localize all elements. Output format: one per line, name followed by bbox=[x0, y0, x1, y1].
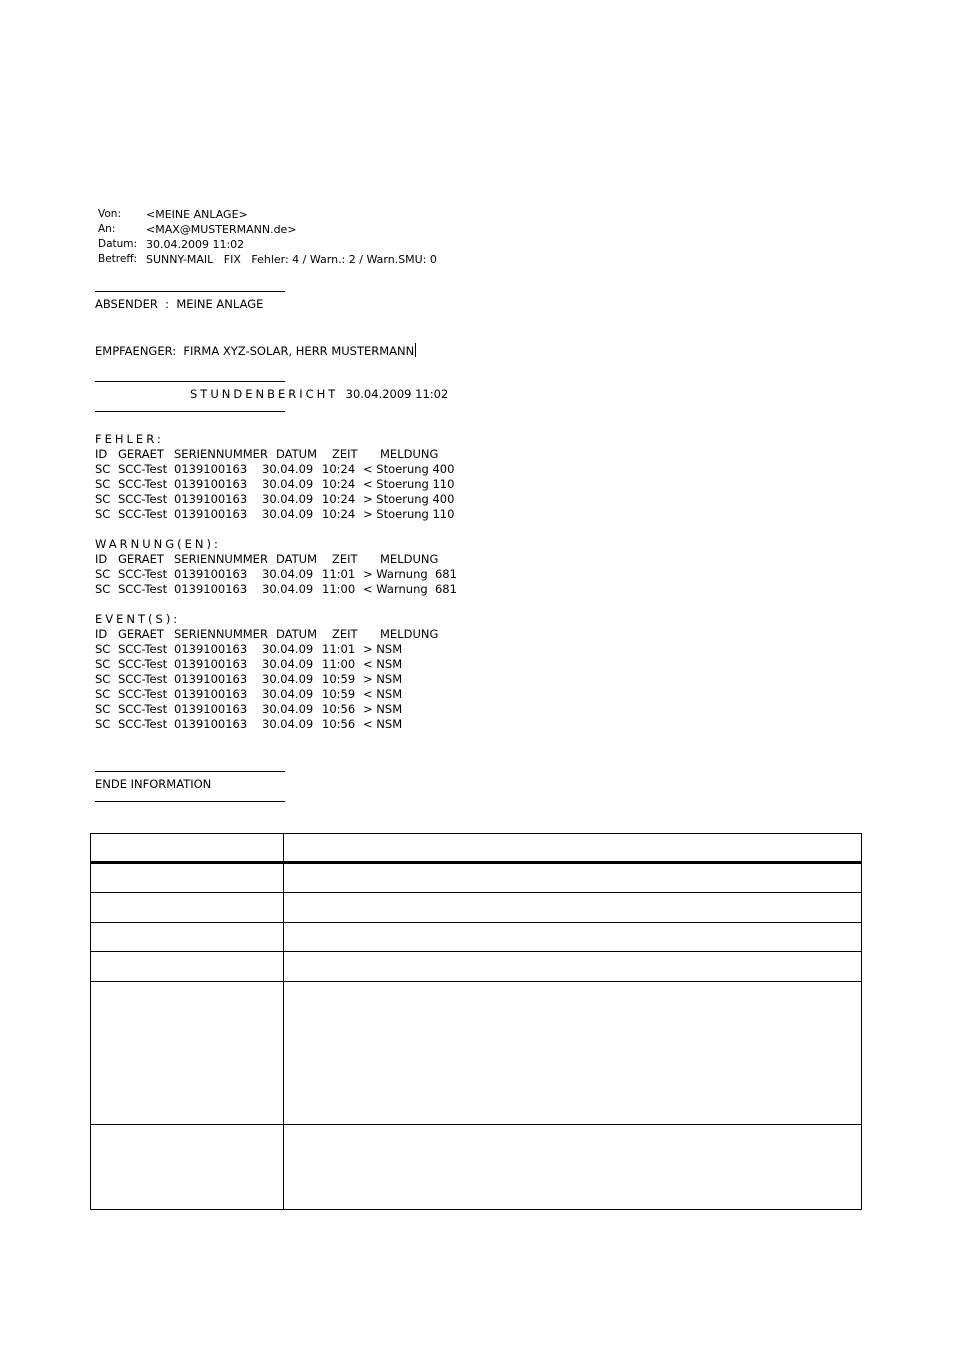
cell-device: SCC-Test bbox=[118, 492, 168, 506]
header-value: <MEINE ANLAGE> bbox=[146, 208, 248, 221]
cell-date: 30.04.09 bbox=[262, 687, 314, 701]
cell-device: SCC-Test bbox=[118, 702, 168, 716]
column-header-message: MELDUNG bbox=[380, 447, 439, 461]
table-row bbox=[95, 702, 495, 717]
table-row bbox=[95, 717, 495, 732]
cell-id: SC bbox=[95, 507, 111, 521]
cell-device: SCC-Test bbox=[118, 717, 168, 731]
cell-message: < NSM bbox=[363, 657, 403, 671]
section-title: FEHLER: bbox=[95, 432, 164, 446]
divider bbox=[95, 801, 285, 802]
cell-time: 11:01 bbox=[322, 642, 356, 656]
column-header-row bbox=[95, 447, 495, 462]
cell-message: < Warnung 681 bbox=[363, 582, 457, 596]
cell-serial: 0139100163 bbox=[174, 507, 248, 521]
cell-serial: 0139100163 bbox=[174, 582, 248, 596]
cell-id: SC bbox=[95, 582, 111, 596]
cell-message: > NSM bbox=[363, 702, 403, 716]
cell-message: < NSM bbox=[363, 717, 403, 731]
column-header-id: ID bbox=[95, 447, 108, 461]
column-header-row bbox=[95, 627, 495, 642]
header-label: An: bbox=[98, 223, 116, 235]
table-row bbox=[95, 672, 495, 687]
column-header-id: ID bbox=[95, 627, 108, 641]
cell-date: 30.04.09 bbox=[262, 462, 314, 476]
cell-date: 30.04.09 bbox=[262, 582, 314, 596]
ende-information: ENDE INFORMATION bbox=[95, 777, 212, 791]
cell-serial: 0139100163 bbox=[174, 567, 248, 581]
cell-id: SC bbox=[95, 462, 111, 476]
header-value: 30.04.2009 11:02 bbox=[146, 238, 245, 251]
table-row-rule bbox=[91, 1124, 861, 1125]
column-header-device: GERAET bbox=[118, 627, 164, 641]
table-row-rule bbox=[91, 951, 861, 952]
cell-time: 10:24 bbox=[322, 507, 356, 521]
table-column-divider bbox=[283, 834, 284, 1209]
cell-message: > NSM bbox=[363, 672, 403, 686]
cell-date: 30.04.09 bbox=[262, 672, 314, 686]
cell-time: 11:00 bbox=[322, 657, 356, 671]
cell-serial: 0139100163 bbox=[174, 462, 248, 476]
cell-serial: 0139100163 bbox=[174, 642, 248, 656]
column-header-date: DATUM bbox=[276, 552, 317, 566]
table-row bbox=[95, 507, 495, 522]
column-header-device: GERAET bbox=[118, 552, 164, 566]
column-header-time: ZEIT bbox=[332, 627, 358, 641]
cell-message: > NSM bbox=[363, 642, 403, 656]
table-header-rule bbox=[91, 861, 861, 864]
column-header-id: ID bbox=[95, 552, 108, 566]
cell-date: 30.04.09 bbox=[262, 492, 314, 506]
cell-time: 11:00 bbox=[322, 582, 356, 596]
report-date: 30.04.2009 11:02 bbox=[345, 387, 449, 401]
divider bbox=[95, 291, 285, 292]
cell-id: SC bbox=[95, 567, 111, 581]
cell-device: SCC-Test bbox=[118, 462, 168, 476]
cell-id: SC bbox=[95, 492, 111, 506]
cell-serial: 0139100163 bbox=[174, 717, 248, 731]
table-row bbox=[95, 657, 495, 672]
cell-serial: 0139100163 bbox=[174, 492, 248, 506]
cell-time: 10:24 bbox=[322, 462, 356, 476]
report-title: STUNDENBERICHT bbox=[190, 387, 339, 401]
cell-serial: 0139100163 bbox=[174, 477, 248, 491]
cell-device: SCC-Test bbox=[118, 582, 168, 596]
cell-time: 10:56 bbox=[322, 702, 356, 716]
table-row-rule bbox=[91, 892, 861, 893]
cell-date: 30.04.09 bbox=[262, 702, 314, 716]
column-header-time: ZEIT bbox=[332, 447, 358, 461]
report-title-line bbox=[190, 387, 448, 402]
cell-time: 10:24 bbox=[322, 492, 356, 506]
header-label: Von: bbox=[98, 208, 121, 220]
cell-id: SC bbox=[95, 477, 111, 491]
cell-id: SC bbox=[95, 672, 111, 686]
cell-time: 10:59 bbox=[322, 672, 356, 686]
cell-serial: 0139100163 bbox=[174, 672, 248, 686]
cell-date: 30.04.09 bbox=[262, 657, 314, 671]
cell-date: 30.04.09 bbox=[262, 642, 314, 656]
column-header-time: ZEIT bbox=[332, 552, 358, 566]
cell-message: < Stoerung 400 bbox=[363, 462, 455, 476]
column-header-serial: SERIENNUMMER bbox=[174, 627, 268, 641]
column-header-message: MELDUNG bbox=[380, 627, 439, 641]
header-value: <MAX@MUSTERMANN.de> bbox=[146, 223, 297, 236]
cell-time: 10:56 bbox=[322, 717, 356, 731]
column-header-serial: SERIENNUMMER bbox=[174, 552, 268, 566]
column-header-date: DATUM bbox=[276, 447, 317, 461]
divider bbox=[95, 771, 285, 772]
table-row bbox=[95, 462, 495, 477]
cell-message: > Stoerung 400 bbox=[363, 492, 455, 506]
cell-serial: 0139100163 bbox=[174, 702, 248, 716]
header-value: SUNNY-MAIL FIX Fehler: 4 / Warn.: 2 / Warn.SMU: 0 bbox=[146, 253, 437, 266]
table-row bbox=[95, 492, 495, 507]
cell-id: SC bbox=[95, 687, 111, 701]
cell-device: SCC-Test bbox=[118, 507, 168, 521]
cell-time: 11:01 bbox=[322, 567, 356, 581]
cell-message: > Warnung 681 bbox=[363, 567, 457, 581]
cell-serial: 0139100163 bbox=[174, 657, 248, 671]
info-table bbox=[90, 833, 862, 1210]
column-header-device: GERAET bbox=[118, 447, 164, 461]
cell-id: SC bbox=[95, 702, 111, 716]
cell-date: 30.04.09 bbox=[262, 717, 314, 731]
cell-date: 30.04.09 bbox=[262, 567, 314, 581]
divider bbox=[95, 411, 285, 412]
cell-id: SC bbox=[95, 642, 111, 656]
empfaenger-text: EMPFAENGER: FIRMA XYZ-SOLAR, HERR MUSTERMANN bbox=[95, 344, 415, 358]
cell-device: SCC-Test bbox=[118, 657, 168, 671]
header-label: Datum: bbox=[98, 238, 138, 250]
header-label: Betreff: bbox=[98, 253, 138, 265]
cell-id: SC bbox=[95, 657, 111, 671]
text-cursor bbox=[415, 343, 416, 357]
cell-device: SCC-Test bbox=[118, 687, 168, 701]
cell-time: 10:59 bbox=[322, 687, 356, 701]
column-header-message: MELDUNG bbox=[380, 552, 439, 566]
cell-date: 30.04.09 bbox=[262, 507, 314, 521]
table-row bbox=[95, 582, 495, 597]
section-title: WARNUNG(EN): bbox=[95, 537, 221, 551]
column-header-serial: SERIENNUMMER bbox=[174, 447, 268, 461]
column-header-row bbox=[95, 552, 495, 567]
table-row bbox=[95, 477, 495, 492]
cell-date: 30.04.09 bbox=[262, 477, 314, 491]
table-row bbox=[95, 642, 495, 657]
cell-message: < Stoerung 110 bbox=[363, 477, 455, 491]
cell-device: SCC-Test bbox=[118, 477, 168, 491]
table-row-rule bbox=[91, 922, 861, 923]
cell-message: < NSM bbox=[363, 687, 403, 701]
cell-id: SC bbox=[95, 717, 111, 731]
table-row-rule bbox=[91, 981, 861, 982]
cell-device: SCC-Test bbox=[118, 672, 168, 686]
table-row bbox=[95, 687, 495, 702]
column-header-date: DATUM bbox=[276, 627, 317, 641]
cell-device: SCC-Test bbox=[118, 642, 168, 656]
cell-time: 10:24 bbox=[322, 477, 356, 491]
empfaenger-line bbox=[95, 343, 416, 359]
cell-device: SCC-Test bbox=[118, 567, 168, 581]
cell-message: > Stoerung 110 bbox=[363, 507, 455, 521]
section-title: EVENT(S): bbox=[95, 612, 181, 626]
table-row bbox=[95, 567, 495, 582]
cell-serial: 0139100163 bbox=[174, 687, 248, 701]
absender-line: ABSENDER : MEINE ANLAGE bbox=[95, 297, 264, 311]
divider bbox=[95, 381, 285, 382]
